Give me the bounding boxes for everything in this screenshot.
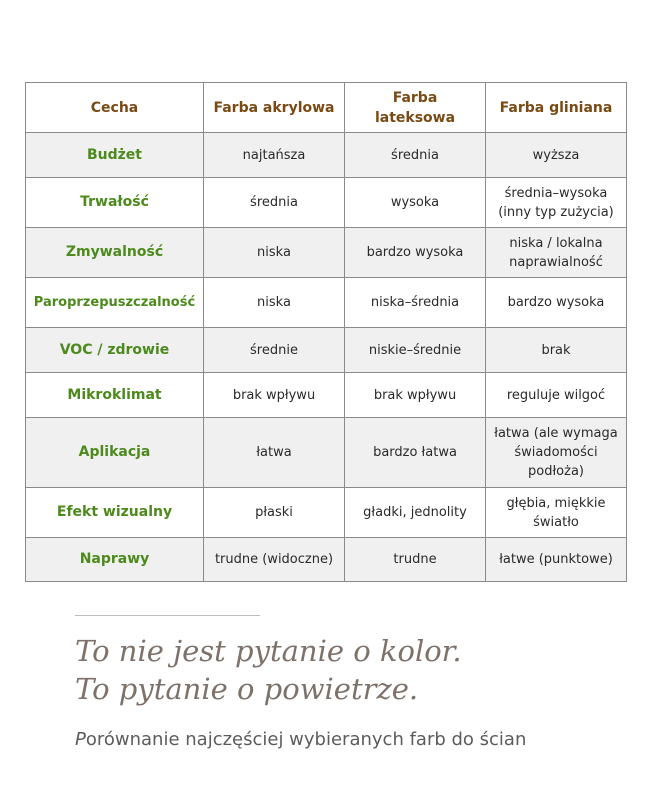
- cell-latex: wysoka: [345, 178, 486, 228]
- header-acrylic: Farba akrylowa: [204, 83, 345, 133]
- row-feature: Aplikacja: [26, 418, 204, 488]
- comparison-table: [25, 82, 627, 582]
- cell-latex: niskie–średnie: [345, 328, 486, 373]
- row-feature: Paroprzepuszczalność: [26, 278, 204, 328]
- divider-line: [75, 615, 260, 616]
- header-feature: Cecha: [26, 83, 204, 133]
- cell-acrylic: najtańsza: [204, 133, 345, 178]
- table-row: [26, 328, 627, 373]
- row-feature: Budżet: [26, 133, 204, 178]
- table-row: [26, 373, 627, 418]
- caption: [75, 729, 526, 750]
- cell-acrylic: niska: [204, 278, 345, 328]
- table-row: [26, 488, 627, 538]
- cell-clay: łatwa (ale wymaga świadomości podłoża): [486, 418, 627, 488]
- table-row: [26, 538, 627, 582]
- table-row: [26, 178, 627, 228]
- cell-acrylic: brak wpływu: [204, 373, 345, 418]
- table-row: [26, 278, 627, 328]
- cell-latex: bardzo wysoka: [345, 228, 486, 278]
- cell-clay: średnia–wysoka (inny typ zużycia): [486, 178, 627, 228]
- cell-clay: reguluje wilgoć: [486, 373, 627, 418]
- cell-acrylic: średnia: [204, 178, 345, 228]
- table-header-row: [26, 83, 627, 133]
- row-feature: Efekt wizualny: [26, 488, 204, 538]
- quote: [75, 632, 635, 708]
- cell-clay: niska / lokalna naprawialność: [486, 228, 627, 278]
- row-feature: Zmywalność: [26, 228, 204, 278]
- row-feature: Trwałość: [26, 178, 204, 228]
- cell-acrylic: niska: [204, 228, 345, 278]
- cell-acrylic: łatwa: [204, 418, 345, 488]
- row-feature: Naprawy: [26, 538, 204, 582]
- cell-clay: głębia, miękkie światło: [486, 488, 627, 538]
- cell-latex: trudne: [345, 538, 486, 582]
- cell-latex: średnia: [345, 133, 486, 178]
- cell-latex: niska–średnia: [345, 278, 486, 328]
- table-row: [26, 228, 627, 278]
- comparison-table-container: [25, 82, 626, 582]
- cell-clay: wyższa: [486, 133, 627, 178]
- row-feature: Mikroklimat: [26, 373, 204, 418]
- cell-acrylic: płaski: [204, 488, 345, 538]
- cell-acrylic: średnie: [204, 328, 345, 373]
- header-latex: Farba lateksowa: [345, 83, 486, 133]
- cell-acrylic: trudne (widoczne): [204, 538, 345, 582]
- caption-first-letter: P: [75, 729, 86, 750]
- cell-latex: brak wpływu: [345, 373, 486, 418]
- quote-line-2: To pytanie o powietrze.: [75, 672, 419, 706]
- caption-text: orównanie najczęściej wybieranych farb do ścian: [85, 729, 527, 750]
- cell-clay: bardzo wysoka: [486, 278, 627, 328]
- cell-latex: bardzo łatwa: [345, 418, 486, 488]
- cell-clay: brak: [486, 328, 627, 373]
- table-row: [26, 133, 627, 178]
- quote-line-1: To nie jest pytanie o kolor.: [75, 634, 462, 668]
- cell-clay: łatwe (punktowe): [486, 538, 627, 582]
- header-clay: Farba gliniana: [486, 83, 627, 133]
- row-feature: VOC / zdrowie: [26, 328, 204, 373]
- cell-latex: gładki, jednolity: [345, 488, 486, 538]
- table-row: [26, 418, 627, 488]
